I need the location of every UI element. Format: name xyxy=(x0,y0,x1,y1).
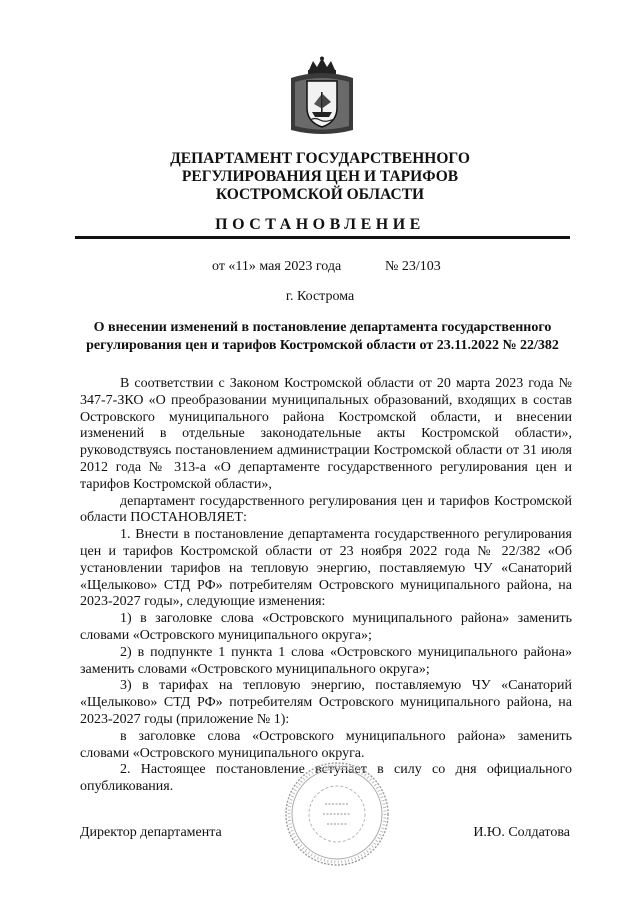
header-divider xyxy=(75,236,570,239)
department-name-line-2: РЕГУЛИРОВАНИЯ ЦЕН И ТАРИФОВ xyxy=(181,168,459,185)
document-body xyxy=(80,376,572,796)
document-type: ПОСТАНОВЛЕНИЕ xyxy=(215,216,425,233)
document-date: от «11» мая 2023 года xyxy=(212,259,342,274)
document-number: № 23/103 xyxy=(385,259,441,274)
department-name-line-3: КОСТРОМСКОЙ ОБЛАСТИ xyxy=(215,186,425,203)
document-city: г. Кострома xyxy=(285,289,355,304)
document-title: О внесении изменений в постановление департамента государственного регулирования цен и тарифов Костромской области от 23.11.2022 № 22/382 xyxy=(86,320,559,353)
body-paragraph: В соответствии с Законом Костромской области от 20 марта 2023 года № 347-7-ЗКО «О преобразовании муниципальных образований, входящих в состав Островского муниципального района Костромской области, и внесении изменений в отдельные законодательные акты Костромской области», руководствуясь постановлением администрации Костромской области от 31 июля 2012 года № 313-а «О департаменте государственного регулирования цен и тарифов Костромской области», xyxy=(80,376,572,492)
coat-of-arms-icon xyxy=(287,56,357,138)
body-paragraph: 3) в тарифах на тепловую энергию, поставляемую ЧУ «Санаторий «Щелыково» СТД РФ» потребителям Островского муниципального района, на 2023-2027 годы (приложение № 1): xyxy=(80,678,572,727)
body-paragraph: в заголовке слова «Островского муниципального района» заменить словами «Островского муниципального округа. xyxy=(80,728,572,761)
body-paragraph: 1. Внести в постановление департамента государственного регулирования цен и тарифов Костромской области от 23 ноября 2022 года № 22/382 «Об установлении тарифов на тепловую энергию, поставляемую ЧУ «Санаторий «Щелыково» СТД РФ» потребителям Островского муниципального района, на 2023-2027 годы», следующие изменения: xyxy=(80,527,572,610)
body-paragraph: 2. Настоящее постановление вступает в силу со дня официального опубликования. xyxy=(80,762,572,795)
body-paragraph: 2) в подпункте 1 пункта 1 слова «Островского муниципального района» заменить словами «Островского муниципального округа»; xyxy=(80,644,572,677)
department-name-line-1: ДЕПАРТАМЕНТ ГОСУДАРСТВЕННОГО xyxy=(170,150,470,167)
signatory-position: Директор департамента xyxy=(80,825,222,840)
signatory-name: И.Ю. Солдатова xyxy=(473,825,570,840)
official-seal-icon xyxy=(283,760,391,868)
body-paragraph: департамент государственного регулирования цен и тарифов Костромской области ПОСТАНОВЛЯЕТ: xyxy=(80,493,572,526)
body-paragraph: 1) в заголовке слова «Островского муниципального района» заменить словами «Островского муниципального округа»; xyxy=(80,611,572,643)
